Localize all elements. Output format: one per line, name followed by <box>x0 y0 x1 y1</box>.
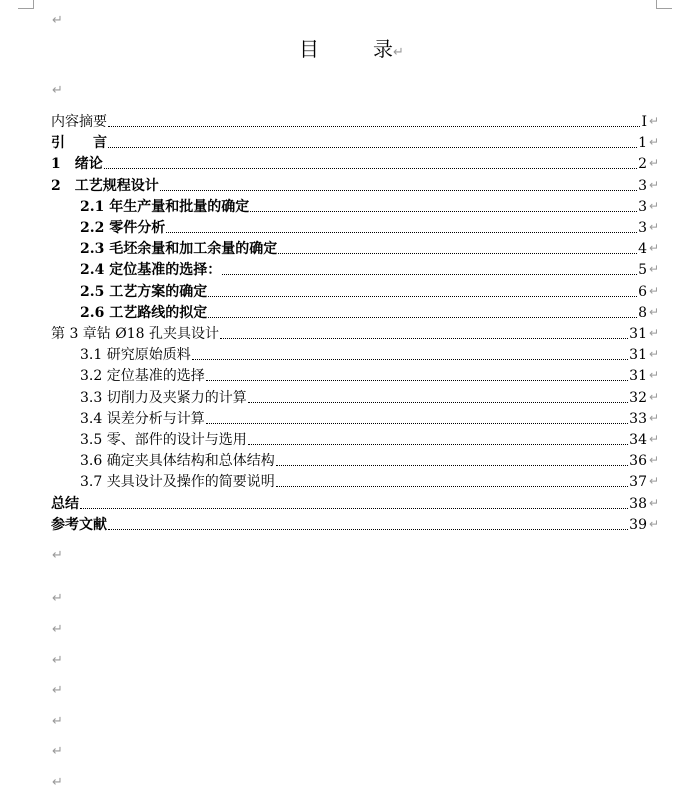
paragraph-mark: ↵ <box>52 83 63 98</box>
crop-mark <box>18 8 34 9</box>
paragraph-mark: ↵ <box>52 548 63 563</box>
paragraph-mark: ↵ <box>649 389 660 404</box>
paragraph-mark: ↵ <box>649 410 660 425</box>
toc-page-number: 36 <box>629 453 647 470</box>
toc-entry[interactable] <box>51 174 647 195</box>
toc-entry-title: 总结 <box>51 495 79 512</box>
paragraph-mark: ↵ <box>649 114 660 128</box>
toc-page-number: 8 <box>638 304 647 321</box>
toc-page-number: 31 <box>629 326 647 342</box>
paragraph-mark: ↵ <box>649 474 660 489</box>
toc-entry[interactable] <box>51 322 647 343</box>
toc-entry[interactable] <box>51 492 647 513</box>
toc-entry-title: 2.6 工艺路线的拟定 <box>80 304 208 321</box>
toc-page-number: 5 <box>638 262 647 279</box>
toc-page-number: 2 <box>638 156 647 173</box>
toc-leader-dots <box>108 529 628 530</box>
paragraph-mark: ↵ <box>649 453 660 468</box>
toc-entry-title: 3.4 误差分析与计算 <box>80 410 205 427</box>
toc-entry-title: 3.7 夹具设计及操作的简要说明 <box>80 474 275 491</box>
toc-page-number: 31 <box>629 368 647 385</box>
toc-leader-dots <box>104 168 637 169</box>
toc-page-number: 3 <box>638 177 647 194</box>
toc-entry[interactable] <box>51 152 647 173</box>
paragraph-mark: ↵ <box>649 220 660 234</box>
toc-entry-title: 3.5 零、部件的设计与选用 <box>80 432 247 448</box>
toc-page-number: 3 <box>638 198 647 215</box>
toc-page-number: 3 <box>638 220 647 236</box>
toc-entry[interactable] <box>80 237 647 258</box>
paragraph-mark: ↵ <box>393 45 404 60</box>
toc-leader-dots <box>248 402 628 403</box>
toc-leader-dots <box>250 211 637 212</box>
toc-entry[interactable] <box>80 428 647 449</box>
paragraph-mark: ↵ <box>649 495 660 510</box>
paragraph-mark: ↵ <box>649 156 660 171</box>
toc-entry-title: 2.1 年生产量和批量的确定 <box>80 198 250 215</box>
toc-leader-dots <box>80 508 628 509</box>
toc-entry-title: 引 言 <box>51 135 107 152</box>
toc-entry[interactable] <box>80 195 647 216</box>
paragraph-mark: ↵ <box>649 347 660 362</box>
paragraph-mark: ↵ <box>649 368 660 383</box>
paragraph-mark: ↵ <box>52 714 63 729</box>
toc-leader-dots <box>108 126 640 127</box>
paragraph-mark: ↵ <box>649 177 660 192</box>
toc-page-number: 4 <box>638 241 647 258</box>
paragraph-mark: ↵ <box>52 775 63 790</box>
toc-entry-title: 3.3 切削力及夹紧力的计算 <box>80 389 247 406</box>
toc-entry[interactable] <box>80 216 647 237</box>
toc-leader-dots <box>208 296 637 297</box>
paragraph-mark: ↵ <box>649 326 660 340</box>
toc-entry[interactable] <box>51 513 647 534</box>
paragraph-mark: ↵ <box>649 432 660 446</box>
toc-page-number: 33 <box>629 410 647 427</box>
crop-mark <box>33 0 34 8</box>
paragraph-mark: ↵ <box>649 304 660 319</box>
paragraph-mark: ↵ <box>52 13 63 28</box>
toc-entry-title: 2.4 定位基准的选择： <box>80 262 222 279</box>
toc-leader-dots <box>160 190 637 191</box>
paragraph-mark: ↵ <box>649 135 660 150</box>
toc-leader-dots <box>278 253 637 254</box>
crop-mark <box>656 8 672 9</box>
toc-page-number: 31 <box>629 347 647 364</box>
toc-entry-title: 3.1 研究原始质料 <box>80 347 191 364</box>
toc-page-number: 1 <box>638 135 647 152</box>
toc-page-number: 37 <box>629 474 647 491</box>
toc-entry-title: 内容摘要 <box>51 114 107 130</box>
toc-leader-dots <box>248 444 628 445</box>
paragraph-mark: ↵ <box>649 241 660 256</box>
toc-leader-dots <box>206 380 628 381</box>
paragraph-mark: ↵ <box>52 653 63 668</box>
paragraph-mark: ↵ <box>649 283 660 298</box>
toc-leader-dots <box>222 274 637 275</box>
toc-entry-title: 2 工艺规程设计 <box>51 177 159 194</box>
toc-leader-dots <box>108 147 637 148</box>
toc-page-number: 38 <box>629 495 647 512</box>
toc-entry[interactable] <box>80 407 647 428</box>
toc-page-number: I <box>641 114 647 130</box>
toc-entry[interactable] <box>51 110 647 131</box>
toc-entry[interactable] <box>80 364 647 385</box>
toc-leader-dots <box>276 465 628 466</box>
toc-entry-title: 2.3 毛坯余量和加工余量的确定 <box>80 241 278 258</box>
page-title <box>299 37 404 65</box>
toc-entry-title: 3.2 定位基准的选择 <box>80 368 205 385</box>
toc-entry[interactable] <box>80 280 647 301</box>
crop-mark <box>656 0 657 8</box>
toc-entry-title: 2.5 工艺方案的确定 <box>80 283 208 300</box>
paragraph-mark: ↵ <box>52 622 63 637</box>
title-char: 目 <box>299 37 319 61</box>
toc-entry-title: 3.6 确定夹具体结构和总体结构 <box>80 453 275 470</box>
toc-entry[interactable] <box>51 131 647 152</box>
toc-entry-title: 参考文献 <box>51 516 107 533</box>
toc-leader-dots <box>206 423 628 424</box>
toc-entry-title: 2.2 零件分析 <box>80 220 166 236</box>
toc-leader-dots <box>208 317 637 318</box>
toc-leader-dots <box>220 338 628 339</box>
toc-page-number: 39 <box>629 516 647 533</box>
toc-entry[interactable] <box>80 470 647 491</box>
toc-entry[interactable] <box>80 449 647 470</box>
paragraph-mark: ↵ <box>52 591 63 606</box>
paragraph-mark: ↵ <box>52 683 63 698</box>
toc-page-number: 6 <box>638 283 647 300</box>
paragraph-mark: ↵ <box>52 744 63 759</box>
paragraph-mark: ↵ <box>649 516 660 531</box>
toc-entry[interactable] <box>80 258 647 279</box>
toc-entry-title: 第 3 章钻 Ø18 孔夹具设计 <box>51 326 219 342</box>
paragraph-mark: ↵ <box>649 198 660 213</box>
toc-leader-dots <box>192 359 628 360</box>
toc-leader-dots <box>276 486 628 487</box>
toc-entry[interactable] <box>80 343 647 364</box>
toc-entry[interactable] <box>80 386 647 407</box>
toc-page-number: 34 <box>629 432 647 448</box>
toc-entry[interactable] <box>80 301 647 322</box>
title-char: 录 <box>373 37 393 61</box>
toc-entry-title: 1 绪论 <box>51 156 103 173</box>
toc-leader-dots <box>166 232 637 233</box>
paragraph-mark: ↵ <box>649 262 660 277</box>
toc-page-number: 32 <box>629 389 647 406</box>
